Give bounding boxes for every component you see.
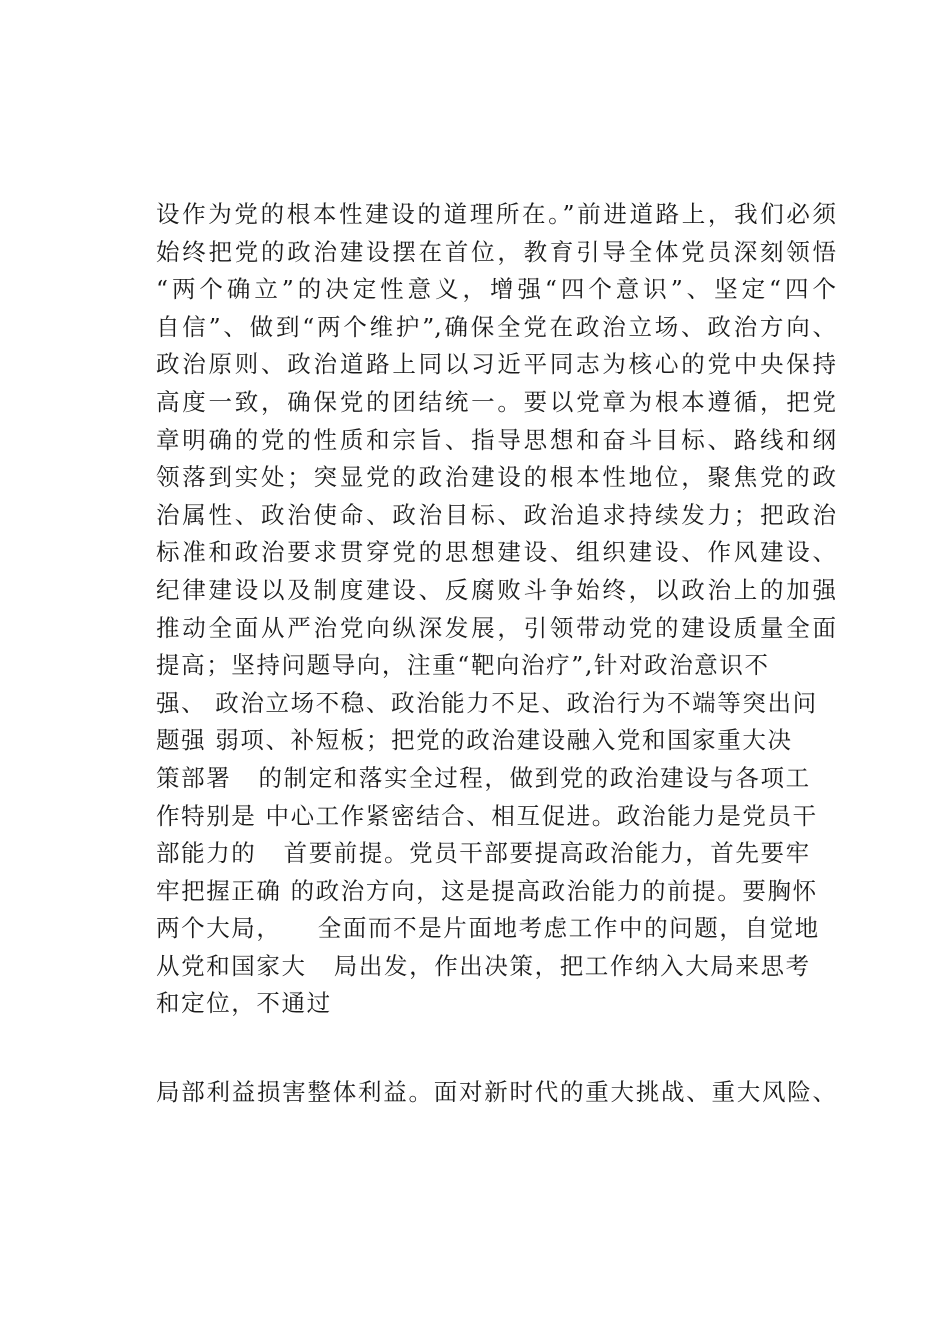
text-line: 领落到实处；突显党的政治建设的根本性地位，聚焦党的政 [156, 463, 836, 492]
text-line: 推动全面从严治党向纵深发展，引领带动党的建设质量全面 [156, 613, 836, 642]
text-line: “两个确立”的决定性意义，增强“四个意识”、坚定“四个 [156, 275, 836, 304]
text-line: 题强 弱项、补短板；把党的政治建设融入党和国家重大决 [156, 726, 793, 755]
text-line: 设作为党的根本性建设的道理所在。”前进道路上，我们必须 [156, 200, 836, 228]
text-line: 和定位，不通过 [156, 989, 332, 1018]
text-line: 政治原则、政治道路上同以习近平同志为核心的党中央保持 [156, 350, 836, 379]
continuation-paragraph [156, 1074, 836, 1112]
text-line: 从党和国家大 局出发，作出决策，把工作纳入大局来思考 [156, 951, 811, 980]
text-line: 始终把党的政治建设摆在首位，教育引导全体党员深刻领悟 [156, 237, 836, 266]
text-line: 两个大局， 全面而不是片面地考虑工作中的问题，自觉地 [156, 914, 820, 943]
text-line: 高度一致，确保党的团结统一。要以党章为根本遵循，把党 [156, 387, 836, 416]
text-line: 部能力的 首要前提。党员干部要提高政治能力，首先要牢 [156, 839, 811, 868]
text-line: 治属性、政治使命、政治目标、政治追求持续发力；把政治 [156, 500, 836, 529]
text-line: 自信”、做到“两个维护”,确保全党在政治立场、政治方向、 [156, 312, 836, 341]
text-line: 纪律建设以及制度建设、反腐败斗争始终，以政治上的加强 [156, 575, 836, 604]
text-line: 局部利益损害整体利益。面对新时代的重大挑战、重大风险、 [156, 1078, 836, 1106]
text-line: 强、 政治立场不稳、政治能力不足、政治行为不端等突出问 [156, 688, 818, 717]
body-paragraph [156, 196, 836, 1023]
text-line: 作特别是 中心工作紧密结合、相互促进。政治能力是党员干 [156, 801, 818, 830]
text-line: 策部署 的制定和落实全过程，做到党的政治建设与各项工 [156, 763, 811, 792]
text-line: 牢把握正确 的政治方向，这是提高政治能力的前提。要胸怀 [156, 876, 818, 905]
text-line: 章明确的党的性质和宗旨、指导思想和奋斗目标、路线和纲 [156, 425, 836, 454]
text-line: 标准和政治要求贯穿党的思想建设、组织建设、作风建设、 [156, 538, 836, 567]
text-line: 提高；坚持问题导向，注重“靶向治疗”,针对政治意识不 [156, 651, 770, 680]
